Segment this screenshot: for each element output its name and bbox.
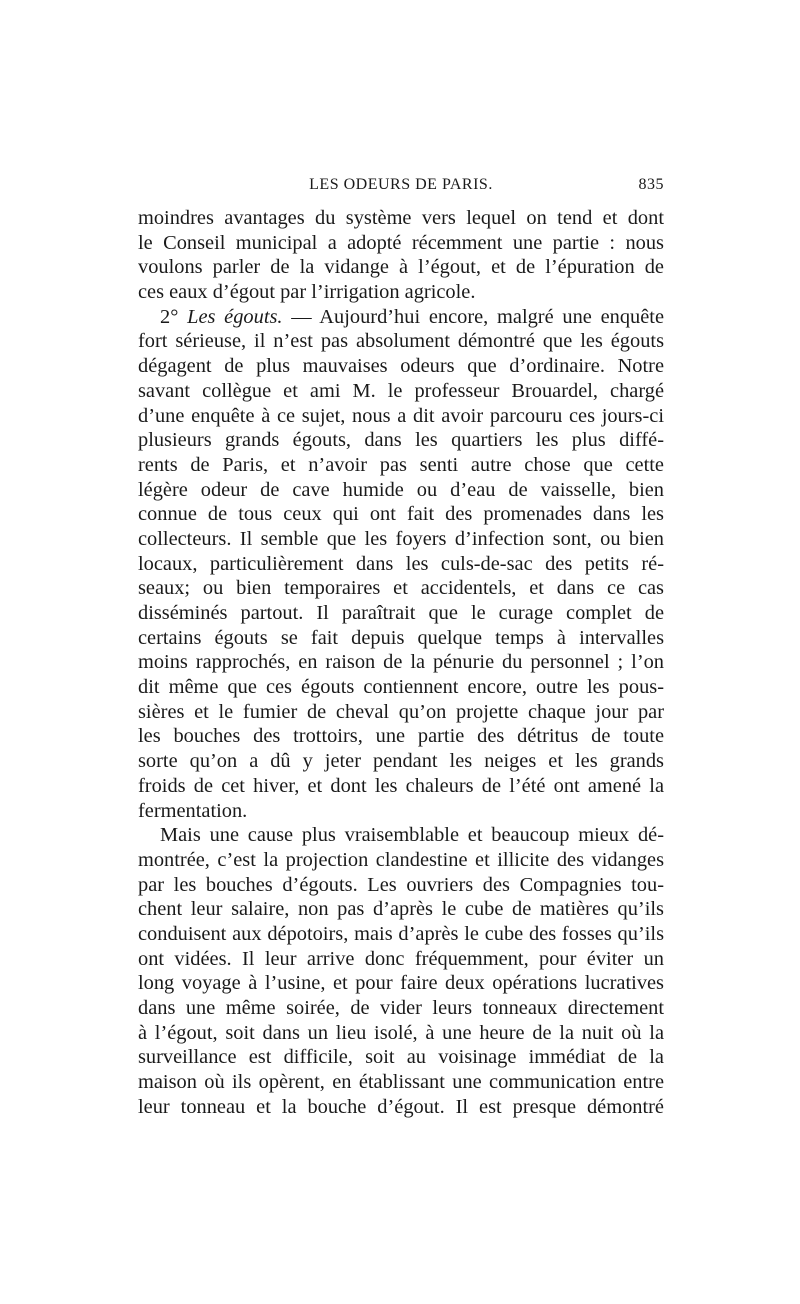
- text-line: long voyage à l’usine, et pour faire deux opérations lucratives: [138, 972, 664, 995]
- text-line: locaux, particulièrement dans les culs-de-sac des petits ré-: [138, 552, 664, 575]
- text-line: chent leur salaire, non pas d’après le cube de matières qu’ils: [138, 898, 664, 921]
- running-title: LES ODEURS DE PARIS.: [309, 176, 493, 193]
- text-line: connue de tous ceux qui ont fait des promenades dans les: [138, 503, 664, 526]
- text-line: plusieurs grands égouts, dans les quartiers les plus diffé-: [138, 429, 664, 452]
- text-line: moins rapprochés, en raison de la pénurie du personnel ; l’on: [138, 651, 664, 674]
- text-line: sorte qu’on a dû y jeter pendant les neiges et les grands: [138, 750, 664, 773]
- text-line: certains égouts se fait depuis quelque temps à intervalles: [138, 626, 664, 649]
- text-line: rents de Paris, et n’avoir pas senti autre chose que cette: [138, 453, 664, 476]
- text-line: surveillance est difficile, soit au voisinage immédiat de la: [138, 1046, 664, 1069]
- text-line: froids de cet hiver, et dont les chaleurs de l’été ont amené la: [138, 774, 664, 797]
- running-header: [138, 176, 664, 202]
- text-line: leur tonneau et la bouche d’égout. Il est presque démontré: [138, 1095, 664, 1118]
- text-line: fort sérieuse, il n’est pas absolument démontré que les égouts: [138, 330, 664, 353]
- text-line: Mais une cause plus vraisemblable et beaucoup mieux dé-: [160, 824, 664, 847]
- text-line: seaux; ou bien temporaires et accidentels, et dans ce cas: [138, 577, 664, 600]
- section-title: Les égouts.: [187, 305, 283, 328]
- text-line: sières et le fumier de cheval qu’on projette chaque jour par: [138, 700, 664, 723]
- text-line: savant collègue et ami M. le professeur Brouardel, chargé: [138, 379, 664, 402]
- text-line: maison où ils opèrent, en établissant une communication entre: [138, 1071, 664, 1094]
- text-line: légère odeur de cave humide ou d’eau de vaisselle, bien: [138, 478, 664, 501]
- text-line: par les bouches d’égouts. Les ouvriers des Compagnies tou-: [138, 873, 664, 896]
- text-line: ont vidées. Il leur arrive donc fréquemment, pour éviter un: [138, 947, 664, 970]
- text-line: dit même que ces égouts contiennent encore, outre les pous-: [138, 676, 664, 699]
- text-line: à l’égout, soit dans un lieu isolé, à une heure de la nuit où la: [138, 1021, 664, 1044]
- text-line: d’une enquête à ce sujet, nous a dit avoir parcouru ces jours-ci: [138, 404, 664, 427]
- text-line: collecteurs. Il semble que les foyers d’infection sont, ou bien: [138, 527, 664, 550]
- section-number: 2°: [160, 305, 179, 328]
- body-text: [138, 206, 664, 1119]
- text-line: voulons parler de la vidange à l’égout, et de l’épuration de: [138, 256, 664, 279]
- text-line-tail: — Aujourd’hui encore, malgré une enquête: [282, 305, 664, 328]
- text-line: fermentation.: [138, 799, 248, 822]
- text-line: dans une même soirée, de vider leurs tonneaux directement: [138, 997, 664, 1019]
- text-line: conduisent aux dépotoirs, mais d’après le cube des fosses qu’ils: [138, 922, 664, 945]
- text-line: le Conseil municipal a adopté récemment une partie : nous: [138, 231, 664, 254]
- text-line: [138, 305, 664, 330]
- text-line: montrée, c’est la projection clandestine et illicite des vidanges: [138, 848, 664, 871]
- text-line: les bouches des trottoirs, une partie des détritus de toute: [138, 725, 664, 748]
- text-line: ces eaux d’égout par l’irrigation agricole.: [138, 281, 476, 304]
- text-line: disséminés partout. Il paraîtrait que le curage complet de: [138, 602, 664, 624]
- page-number: 835: [638, 176, 664, 193]
- text-line: dégagent de plus mauvaises odeurs que d’ordinaire. Notre: [138, 355, 664, 378]
- text-line: moindres avantages du système vers lequel on tend et dont: [138, 207, 664, 229]
